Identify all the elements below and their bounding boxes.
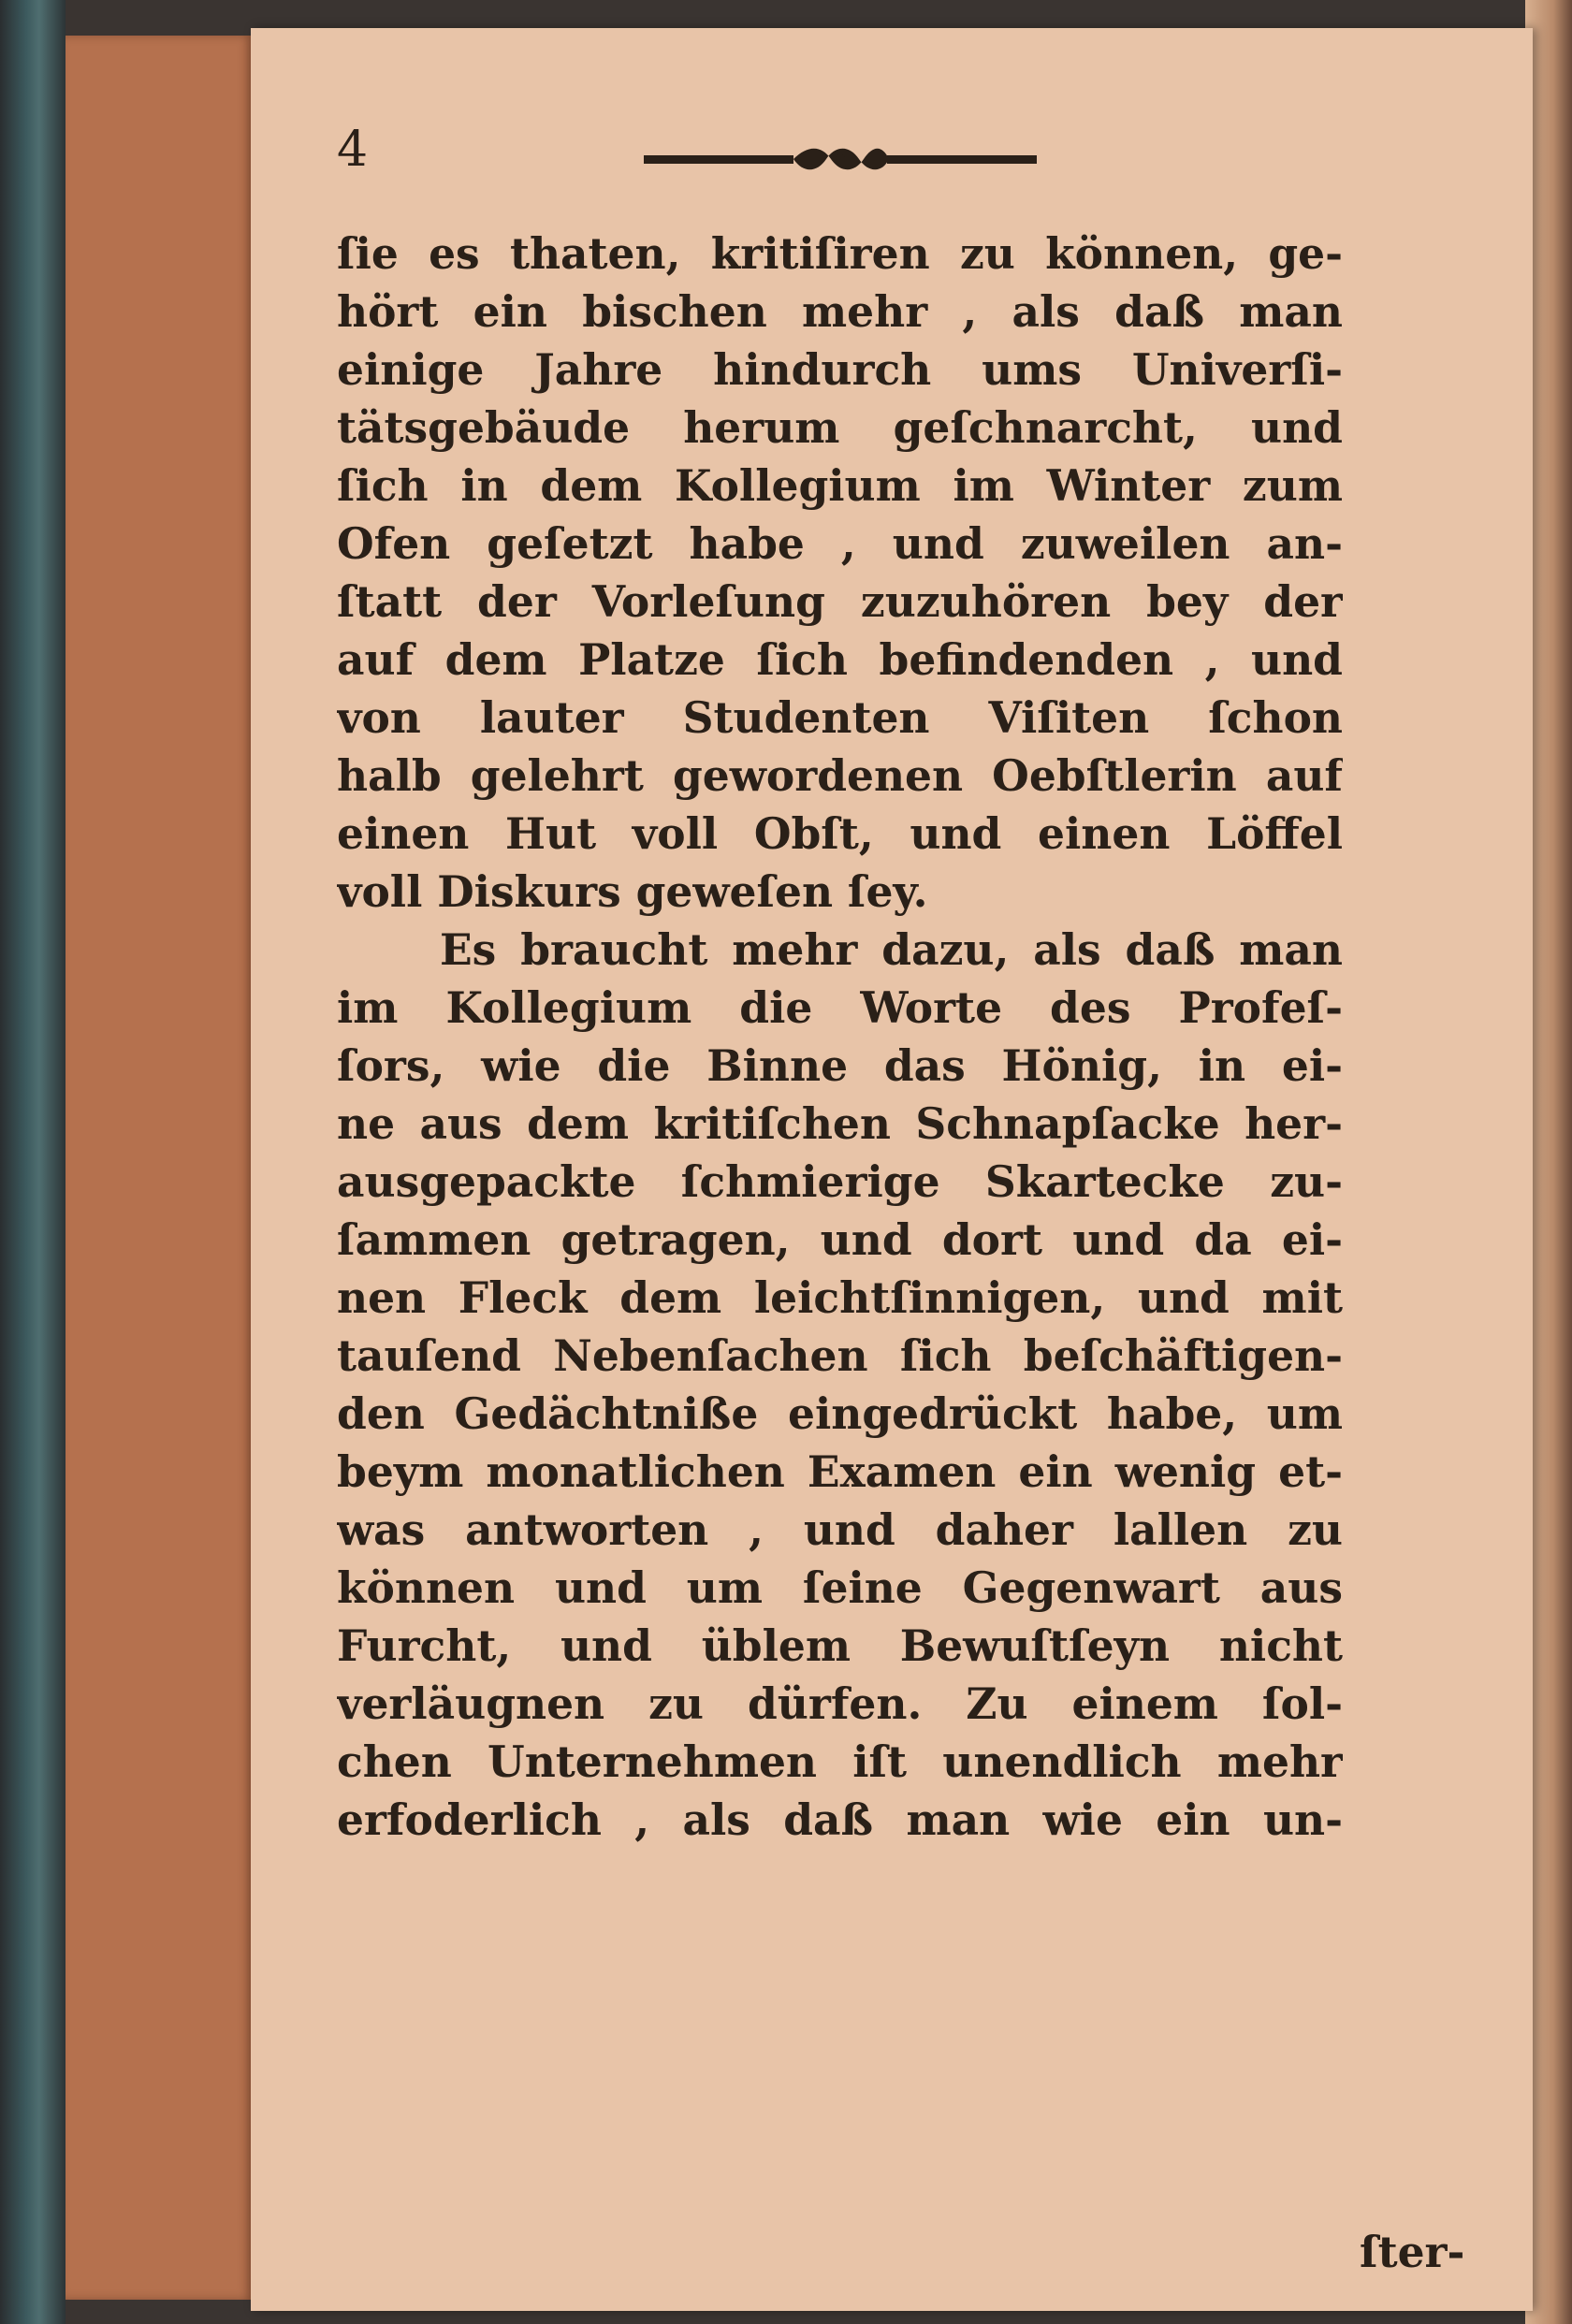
text-line: von lauter Studenten Viſiten ſchon [337, 692, 1343, 743]
text-line: ausgepackte ſchmierige Skartecke zu- [337, 1156, 1343, 1207]
text-line: ſammen getragen, und dort und da ei- [337, 1214, 1343, 1265]
text-line: Ofen geſetzt habe , und zuweilen an- [337, 518, 1343, 569]
text-line: Furcht, und üblem Bewuſtſeyn nicht [337, 1620, 1343, 1671]
text-line: erfoderlich , als daß man wie ein un- [337, 1794, 1343, 1845]
page-number: 4 [337, 122, 369, 178]
text-line: was antworten , und daher lallen zu [337, 1504, 1343, 1555]
body-text [337, 225, 1343, 1849]
text-line: beym monatlichen Examen ein wenig et- [337, 1446, 1343, 1497]
book-spine-edge [0, 0, 66, 2324]
text-line: einige Jahre hindurch ums Univerſi- [337, 344, 1343, 395]
text-line: hört ein bischen mehr , als daß man [337, 286, 1343, 337]
book-page [251, 28, 1533, 2311]
text-line: ſors, wie die Binne das Hönig, in ei- [337, 1040, 1343, 1091]
text-line: tätsgebäude herum geſchnarcht, und [337, 402, 1343, 453]
text-line: ſie es thaten, kritiſiren zu können, ge- [337, 228, 1343, 279]
text-line: voll Diskurs geweſen ſey. [337, 866, 928, 917]
text-line: nen Fleck dem leichtſinnigen, und mit [337, 1272, 1343, 1323]
catchword: ſter- [1360, 2227, 1465, 2277]
text-line: einen Hut voll Obſt, und einen Löffel [337, 808, 1343, 859]
text-line: im Kollegium die Worte des Profeſ- [337, 982, 1343, 1033]
text-line: verläugnen zu dürfen. Zu einem ſol- [337, 1678, 1343, 1729]
text-line: ne aus dem kritiſchen Schnapſacke her- [337, 1098, 1343, 1149]
text-line: chen Unternehmen iſt unendlich mehr [337, 1736, 1343, 1787]
header-ornament [644, 140, 1037, 178]
text-line: tauſend Nebenſachen ſich beſchäftigen- [337, 1330, 1343, 1381]
text-line: halb gelehrt gewordenen Oebſtlerin auf [337, 750, 1343, 801]
text-line: den Gedächtniße eingedrückt habe, um [337, 1388, 1343, 1439]
text-line: Es braucht mehr dazu, als daß man [440, 924, 1343, 975]
text-line: ſtatt der Vorleſung zuzuhören bey der [337, 576, 1343, 627]
text-line: auf dem Platze ſich befindenden , und [337, 634, 1343, 685]
book-cover-board [66, 36, 253, 2300]
text-line: können und um ſeine Gegenwart aus [337, 1562, 1343, 1613]
text-line: ſich in dem Kollegium im Winter zum [337, 460, 1343, 511]
